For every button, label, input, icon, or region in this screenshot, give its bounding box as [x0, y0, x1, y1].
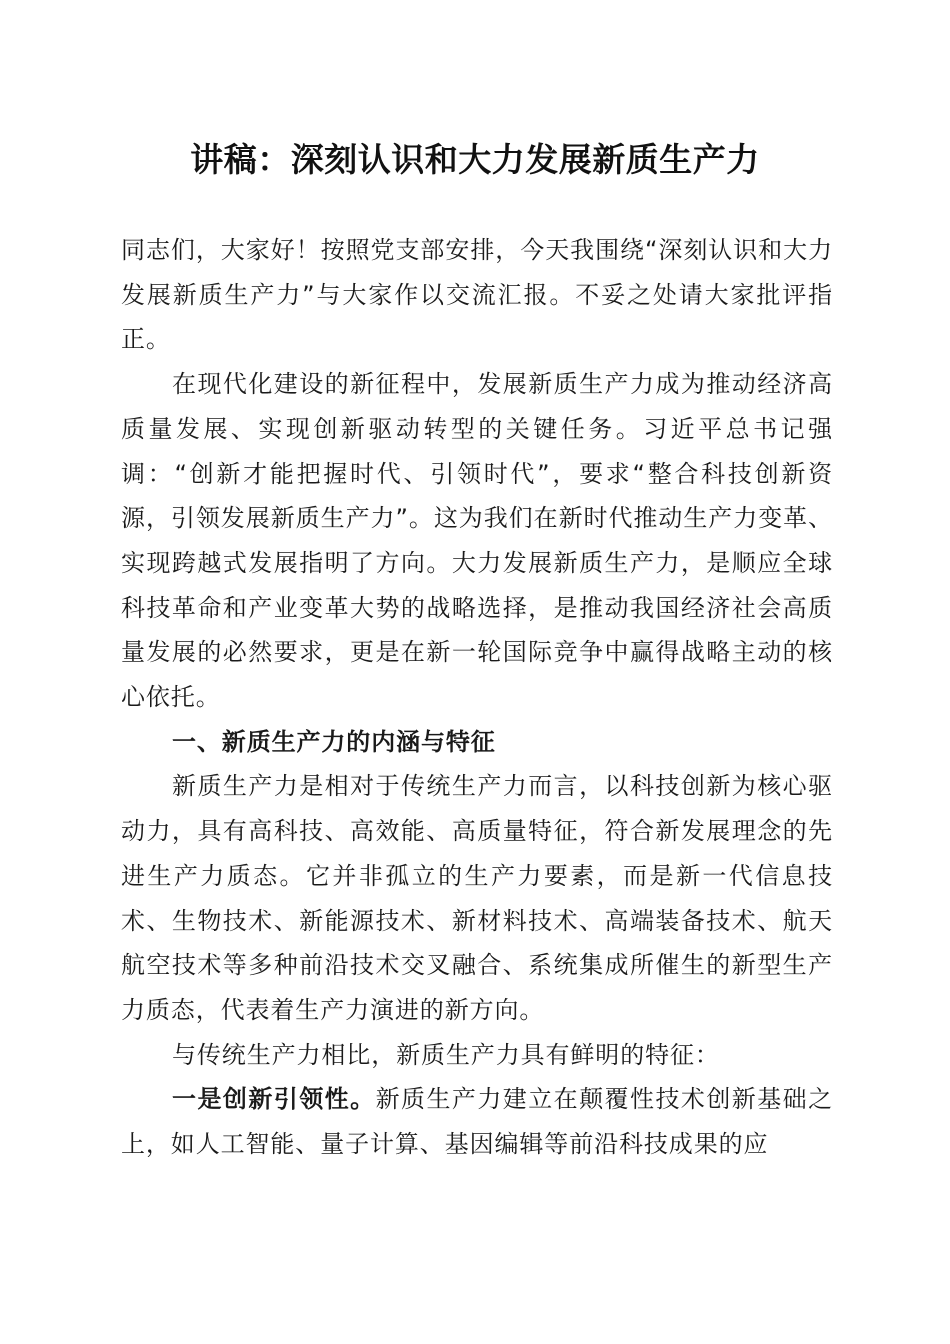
paragraph-feature-1 [121, 1077, 833, 1166]
feature-1-lead: 一是创新引领性。 [172, 1085, 376, 1114]
feature-1-text: 新质生产力建立在颠覆性技术创新基础之上，如人工智能、量子计算、基因编辑等前沿科技成果的应 [121, 1085, 834, 1159]
paragraph-features-intro: 与传统生产力相比，新质生产力具有鲜明的特征： [172, 1040, 720, 1069]
document-body [121, 228, 833, 1167]
document-title: 讲稿：深刻认识和大力发展新质生产力 [190, 140, 760, 179]
paragraph-opening: 同志们，大家好！按照党支部安排，今天我围绕“深刻认识和大力发展新质生产力”与大家作以交流汇报。不妥之处请大家批评指正。 [121, 236, 834, 354]
section-heading: 一、新质生产力的内涵与特征 [172, 727, 496, 756]
paragraph-definition: 新质生产力是相对于传统生产力而言，以科技创新为核心驱动力，具有高科技、高效能、高质量特征，符合新发展理念的先进生产力质态。它并非孤立的生产力要素，而是新一代信息技术、生物技术、新能源技术、新材料技术、高端装备技术、航天航空技术等多种前沿技术交叉融合、系统集成所催生的新型生产力质态，代表着生产力演进的新方向。 [121, 772, 833, 1024]
paragraph-intro: 在现代化建设的新征程中，发展新质生产力成为推动经济高质量发展、实现创新驱动转型的关键任务。习近平总书记强调：“创新才能把握时代、引领时代”，要求“整合科技创新资源，引领发展新质生产力”。这为我们在新时代推动生产力变革、实现跨越式发展指明了方向。大力发展新质生产力，是顺应全球科技革命和产业变革大势的战略选择，是推动我国经济社会高质量发展的必然要求，更是在新一轮国际竞争中赢得战略主动的核心依托。 [121, 370, 833, 712]
